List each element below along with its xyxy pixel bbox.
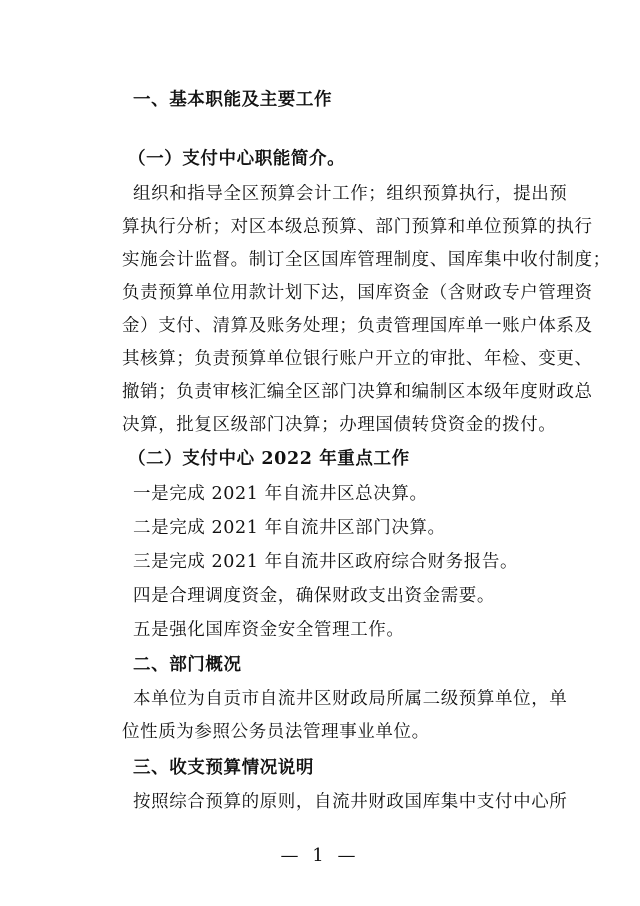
list-item: 五是强化国库资金安全管理工作。 <box>133 620 405 640</box>
list-item: 四是合理调度资金，确保财政支出资金需要。 <box>133 586 495 606</box>
paragraph-line: 按照综合预算的原则，自流井财政国库集中支付中心所 <box>133 792 568 812</box>
paragraph-line: 位性质为参照公务员法管理事业单位。 <box>122 722 430 742</box>
subsection-heading-2: （二）支付中心 2022 年重点工作 <box>128 449 410 469</box>
paragraph-line: 组织和指导全区预算会计工作；组织预算执行，提出预 <box>133 184 568 204</box>
section-heading-1: 一、基本职能及主要工作 <box>133 90 333 110</box>
paragraph-line: 金）支付、清算及账务处理；负责管理国库单一账户体系及 <box>122 316 593 336</box>
paragraph-line: 决算，批复区级部门决算；办理国债转贷资金的拨付。 <box>122 415 557 435</box>
list-item: 一是完成 2021 年自流井区总决算。 <box>133 484 428 504</box>
paragraph-line: 本单位为自贡市自流井区财政局所属二级预算单位，单 <box>133 689 568 709</box>
paragraph-line: 其核算；负责预算单位银行账户开立的审批、年检、变更、 <box>122 349 593 369</box>
paragraph-line: 算执行分析；对区本级总预算、部门预算和单位预算的执行 <box>122 217 593 237</box>
paragraph-line: 撤销；负责审核汇编全区部门决算和编制区本级年度财政总 <box>122 382 593 402</box>
paragraph-line: 实施会计监督。制订全区国库管理制度、国库集中收付制度； <box>122 250 611 270</box>
list-item: 三是完成 2021 年自流井区政府综合财务报告。 <box>133 552 519 572</box>
paragraph-line: 负责预算单位用款计划下达，国库资金（含财政专户管理资 <box>122 283 593 303</box>
section-heading-2: 二、部门概况 <box>133 655 242 675</box>
page-number: — 1 — <box>280 845 360 866</box>
list-item: 二是完成 2021 年自流井区部门决算。 <box>133 518 446 538</box>
subsection-heading-1: （一）支付中心职能简介。 <box>128 149 346 169</box>
section-heading-3: 三、收支预算情况说明 <box>133 758 314 778</box>
